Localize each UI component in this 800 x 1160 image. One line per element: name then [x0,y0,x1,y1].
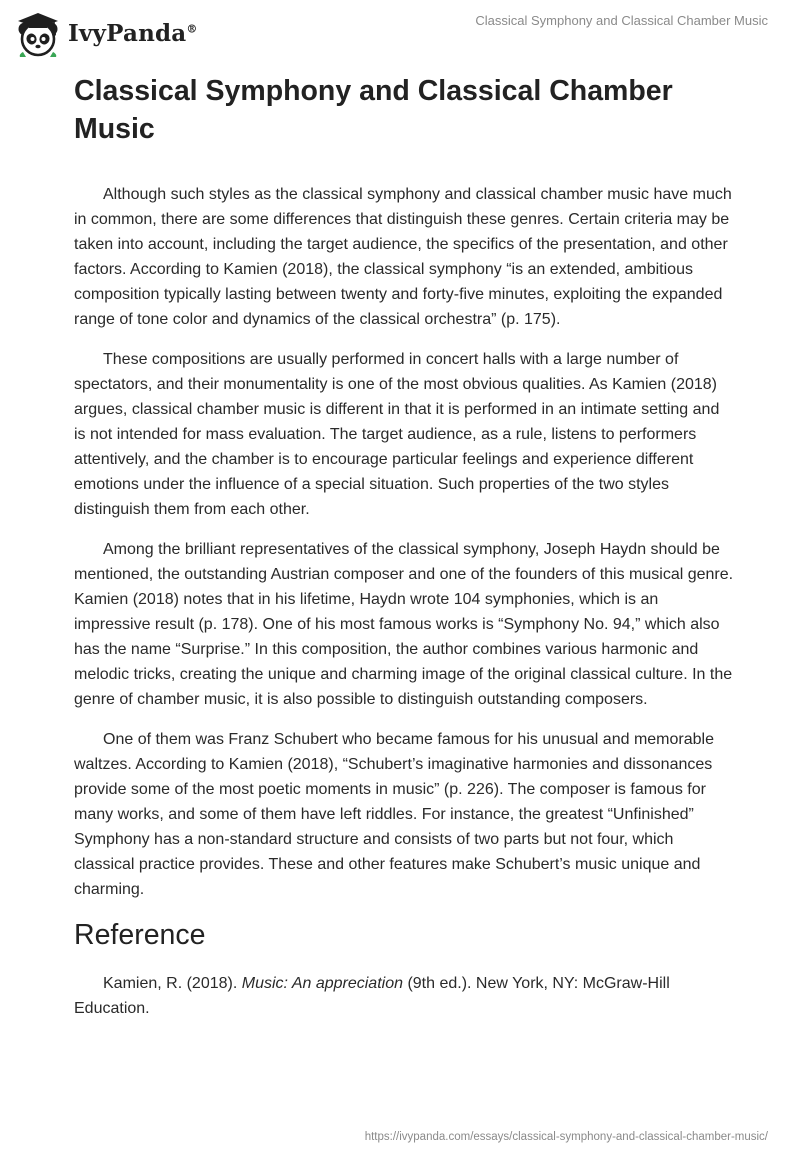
reference-entry [74,971,734,1021]
essay-content [74,72,734,1021]
registered-mark: ® [186,21,198,35]
essay-body [74,182,734,902]
panda-graduate-icon [12,8,64,58]
page-title: Classical Symphony and Classical Chamber Music [74,75,673,145]
paragraph-3: Among the brilliant representatives of the classical symphony, Joseph Haydn should be mentioned, the outstanding Austrian composer and one of the founders of this musical genre. Kamien (2018) notes that in his lifetime, Haydn wrote 104 symphonies, which is an impressive result (p. 178). One of his most famous works is “Symphony No. 94,” which also has the name “Surprise.” In this composition, the author combines various harmonic and melodic tricks, creating the unique and charming image of the original classical culture. In the genre of chamber music, it is also possible to distinguish outstanding composers. [74,541,734,708]
reference-publication-details: (9th ed.). New York, NY: McGraw-Hill Education. [74,975,670,1017]
paragraph-2: These compositions are usually performed in concert halls with a large number of spectators, and their monumentality is one of the most obvious qualities. As Kamien (2018) argues, classical chamber music is different in that it is performed in an intimate setting and is not intended for mass evaluation. The target audience, as a rule, listens to performers attentively, and the chamber is to encourage particular feelings and experience different emotions under the influence of a special situation. Such properties of the two styles distinguish them from each other. [74,351,720,518]
reference-book-title: Music: An appreciation [241,975,403,992]
paragraph-1: Although such styles as the classical symphony and classical chamber music have much in common, there are some differences that distinguish these genres. Certain criteria may be taken into account, including the target audience, the specifics of the presentation, and other factors. According to Kamien (2018), the classical symphony “is an extended, ambitious composition typically lasting between twenty and forty-five minutes, exploiting the expanded range of tone color and dynamics of the classical orchestra” (p. 175). [74,186,732,328]
reference-author-year: Kamien, R. (2018). [103,975,242,992]
logo-wordmark: IvyPanda® [68,19,198,47]
source-url[interactable]: https://ivypanda.com/essays/classical-symphony-and-classical-chamber-music/ [364,1131,768,1143]
ivypanda-logo[interactable] [12,8,198,58]
running-header-title: Classical Symphony and Classical Chamber Music [475,13,768,28]
page-header [0,0,800,64]
paragraph-4: One of them was Franz Schubert who became famous for his unusual and memorable waltzes. According to Kamien (2018), “Schubert’s imaginative harmonies and dissonances provide some of the most poetic moments in music” (p. 226). The composer is famous for many works, and some of them have left riddles. For instance, the greatest “Unfinished” Symphony has a non-standard structure and consists of two parts but not four, which classical practice provides. These and other features make Schubert’s music unique and charming. [74,731,714,898]
reference-heading: Reference [74,919,206,951]
